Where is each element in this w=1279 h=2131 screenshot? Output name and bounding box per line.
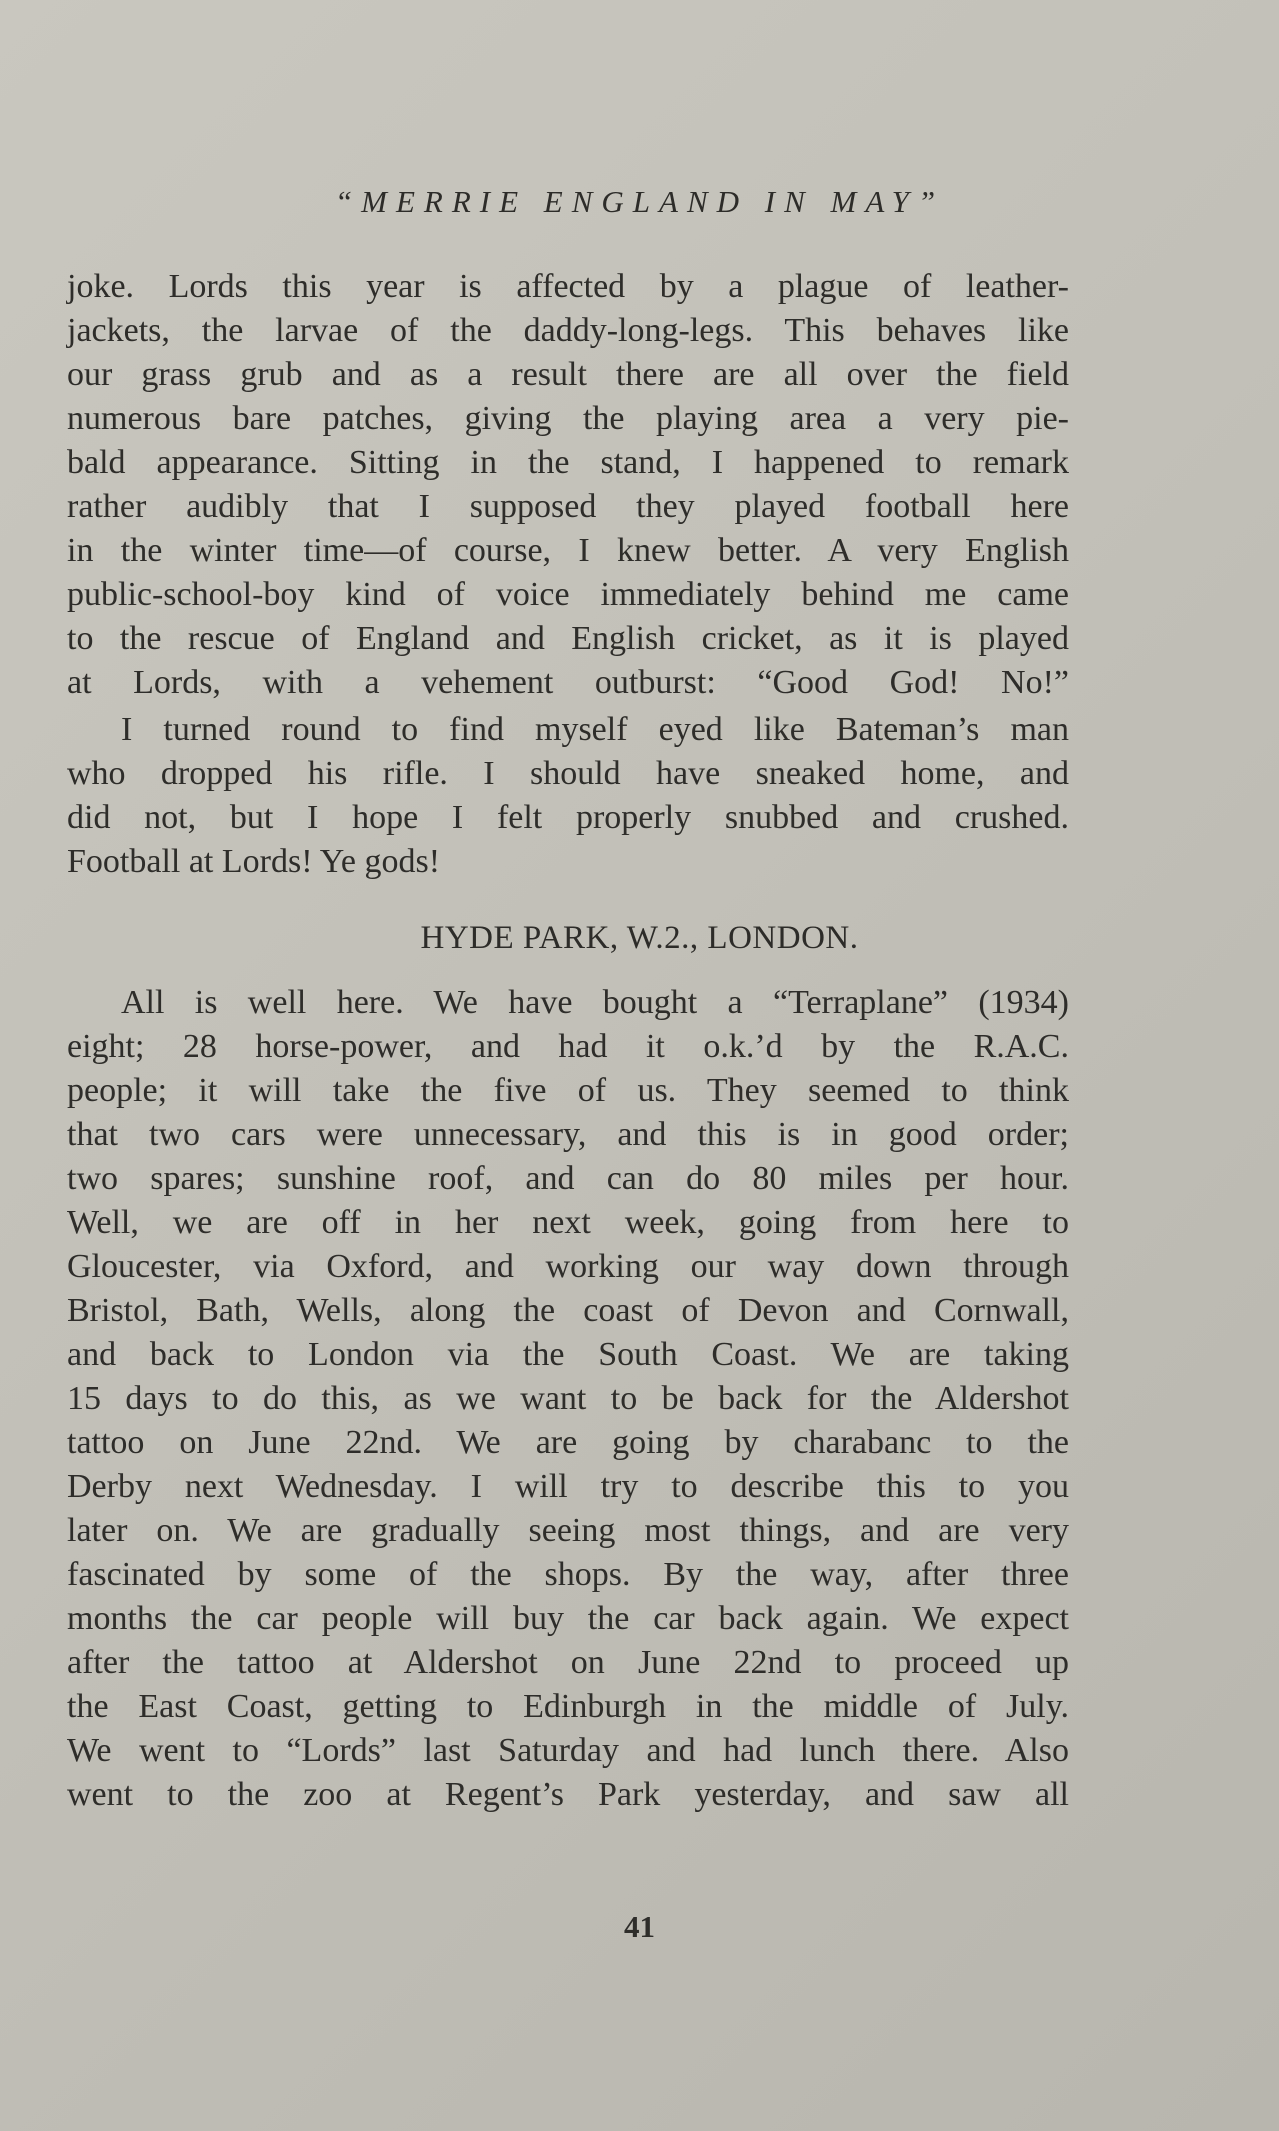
page-number: 41 [624, 1909, 655, 1944]
text-line: to the rescue of England and English cricket, as it is played [67, 620, 1069, 657]
text-line: two spares; sunshine roof, and can do 80 miles per hour. [67, 1160, 1069, 1197]
text-line: who dropped his rifle. I should have sneaked home, and [67, 755, 1069, 792]
text-line: numerous bare patches, giving the playing area a very pie- [67, 400, 1069, 437]
text-line: at Lords, with a vehement outburst: “Good God! No!” [67, 664, 1069, 701]
text-line: tattoo on June 22nd. We are going by charabanc to the [67, 1424, 1069, 1461]
text-line: went to the zoo at Regent’s Park yesterday, and saw all [67, 1776, 1069, 1813]
text-line: 15 days to do this, as we want to be back for the Aldershot [67, 1380, 1069, 1417]
text-line: Football at Lords! Ye gods! [67, 843, 441, 880]
text-line: joke. Lords this year is affected by a plague of leather- [67, 268, 1069, 305]
text-line: Bristol, Bath, Wells, along the coast of Devon and Cornwall, [67, 1292, 1069, 1329]
text-line: All is well here. We have bought a “Terraplane” (1934) [121, 984, 1069, 1021]
text-line: jackets, the larvae of the daddy-long-legs. This behaves like [67, 312, 1069, 349]
text-line: in the winter time—of course, I knew better. A very English [67, 532, 1069, 569]
text-line: eight; 28 horse-power, and had it o.k.’d by the R.A.C. [67, 1028, 1069, 1065]
text-line: our grass grub and as a result there are all over the field [67, 356, 1069, 393]
text-line: the East Coast, getting to Edinburgh in the middle of July. [67, 1688, 1069, 1725]
text-line: bald appearance. Sitting in the stand, I happened to remark [67, 444, 1069, 481]
text-line: and back to London via the South Coast. We are taking [67, 1336, 1069, 1373]
paragraph-2 [67, 708, 1069, 884]
text-line: people; it will take the five of us. They seemed to think [67, 1072, 1069, 1109]
text-line: months the car people will buy the car back again. We expect [67, 1600, 1069, 1637]
text-line: public-school-boy kind of voice immediately behind me came [67, 576, 1069, 613]
text-line: that two cars were unnecessary, and this is in good order; [67, 1116, 1069, 1153]
text-line: Well, we are off in her next week, going from here to [67, 1204, 1069, 1241]
text-line: Derby next Wednesday. I will try to describe this to you [67, 1468, 1069, 1505]
running-head: “MERRIE ENGLAND IN MAY” [334, 184, 945, 219]
section-heading: HYDE PARK, W.2., LONDON. [420, 920, 859, 956]
text-line: We went to “Lords” last Saturday and had lunch there. Also [67, 1732, 1069, 1769]
text-line: after the tattoo at Aldershot on June 22nd to proceed up [67, 1644, 1069, 1681]
text-line: fascinated by some of the shops. By the way, after three [67, 1556, 1069, 1593]
paragraph-3 [67, 981, 1069, 1817]
text-line: later on. We are gradually seeing most things, and are very [67, 1512, 1069, 1549]
text-line: did not, but I hope I felt properly snubbed and crushed. [67, 799, 1069, 836]
text-line: rather audibly that I supposed they played football here [67, 488, 1069, 525]
paragraph-1 [67, 265, 1069, 705]
text-line: Gloucester, via Oxford, and working our way down through [67, 1248, 1069, 1285]
text-line: I turned round to find myself eyed like Bateman’s man [121, 711, 1069, 748]
